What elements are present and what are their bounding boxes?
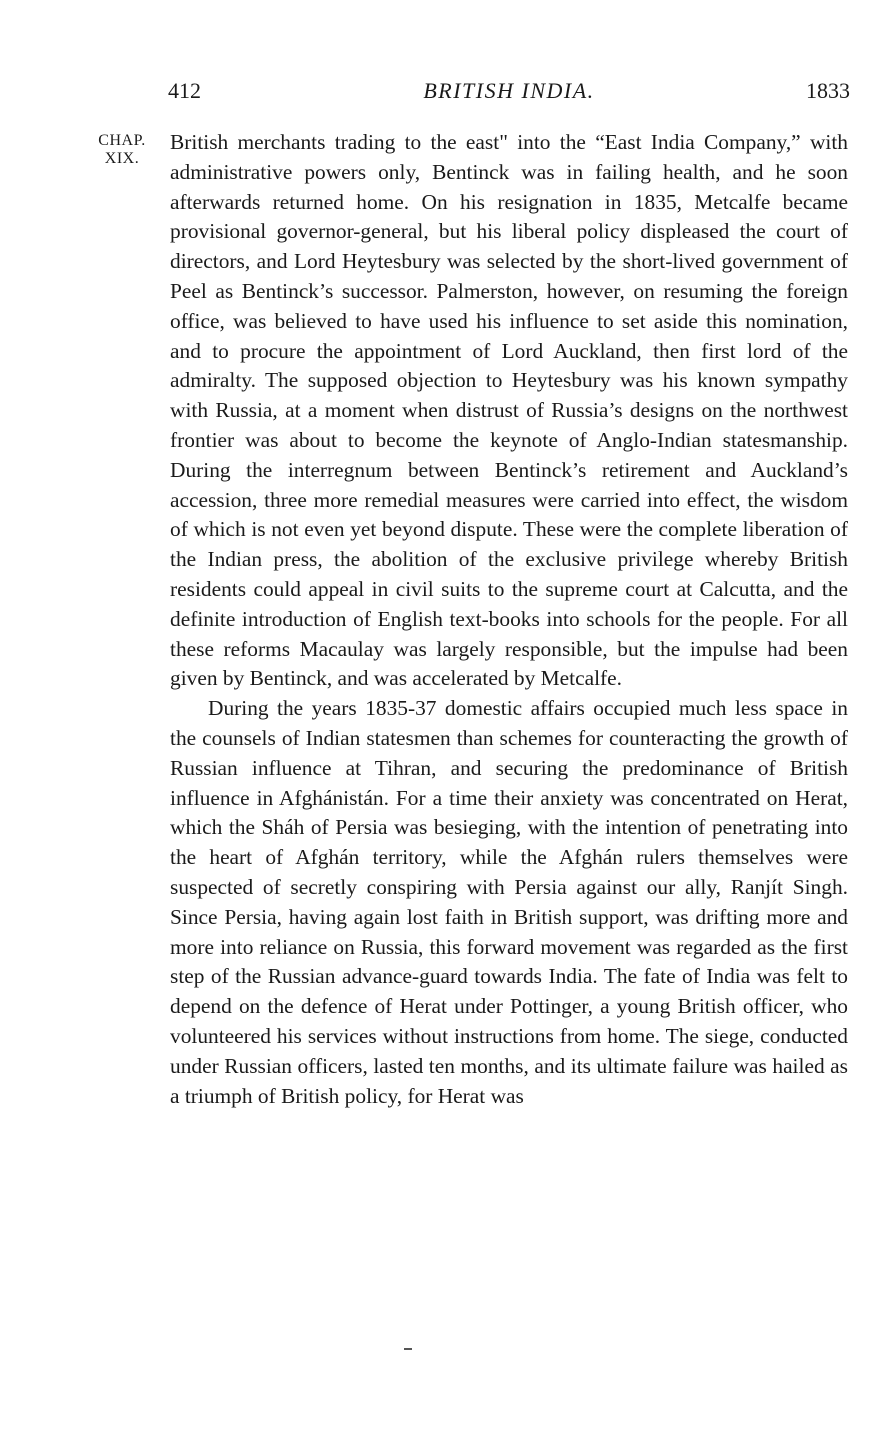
page-number: 412: [168, 78, 201, 103]
running-title: BRITISH INDIA.: [423, 78, 595, 103]
chapter-label: CHAP.: [98, 132, 146, 149]
year-marker: 1833: [806, 78, 850, 103]
paragraph-1: British merchants trading to the east" into the “East India Company,” with administrative powers only, Bentinck was in failing health, and he soon afterwards returned home. On his resignation in 1835, Metcalfe became provisional governor-general, but his liberal policy displeased the court of directors, and Lord Heytesbury was selected by the short-lived government of Peel as Bentinck’s successor. Palmerston, however, on resuming the foreign office, was believed to have used his influence to set aside this nomination, and to procure the appointment of Lord Auckland, then first lord of the admiralty. The supposed objection to Heytesbury was his known sympathy with Russia, at a moment when distrust of Russia’s designs on the northwest frontier was about to become the keynote of Anglo-Indian statesmanship. During the interregnum between Bentinck’s retirement and Auckland’s accession, three more remedial measures were carried into effect, the wisdom of which is not even yet beyond dispute. These were the complete liberation of the Indian press, the abolition of the exclusive privilege whereby British residents could appeal in civil suits to the supreme court at Calcutta, and the definite introduction of English text-books into schools for the people. For all these reforms Macaulay was largely responsible, but the impulse had been given by Bentinck, and was accelerated by Metcalfe.: [170, 130, 848, 691]
page-header: [168, 78, 850, 112]
chapter-number: XIX.: [104, 150, 140, 167]
body-text: [170, 128, 848, 1111]
footer-mark: [404, 1348, 412, 1350]
chapter-margin-note: [82, 132, 162, 168]
paragraph-2: During the years 1835-37 domestic affairs occupied much less space in the counsels of Indian statesmen than schemes for counteracting the growth of Russian influence at Tihran, and securing the predominance of British influence in Afghánistán. For a time their anxiety was concentrated on Herat, which the Sháh of Persia was besieging, with the intention of penetrating into the heart of Afghán territory, while the Afghán rulers themselves were suspected of secretly conspiring with Persia against our ally, Ranjít Singh. Since Persia, having again lost faith in British support, was drifting more and more into reliance on Russia, this forward movement was regarded as the first step of the Russian advance-guard towards India. The fate of India was felt to depend on the defence of Herat under Pottinger, a young British officer, who volunteered his services without instructions from home. The siege, conducted under Russian officers, lasted ten months, and its ultimate failure was hailed as a triumph of British policy, for Herat was: [170, 696, 848, 1108]
